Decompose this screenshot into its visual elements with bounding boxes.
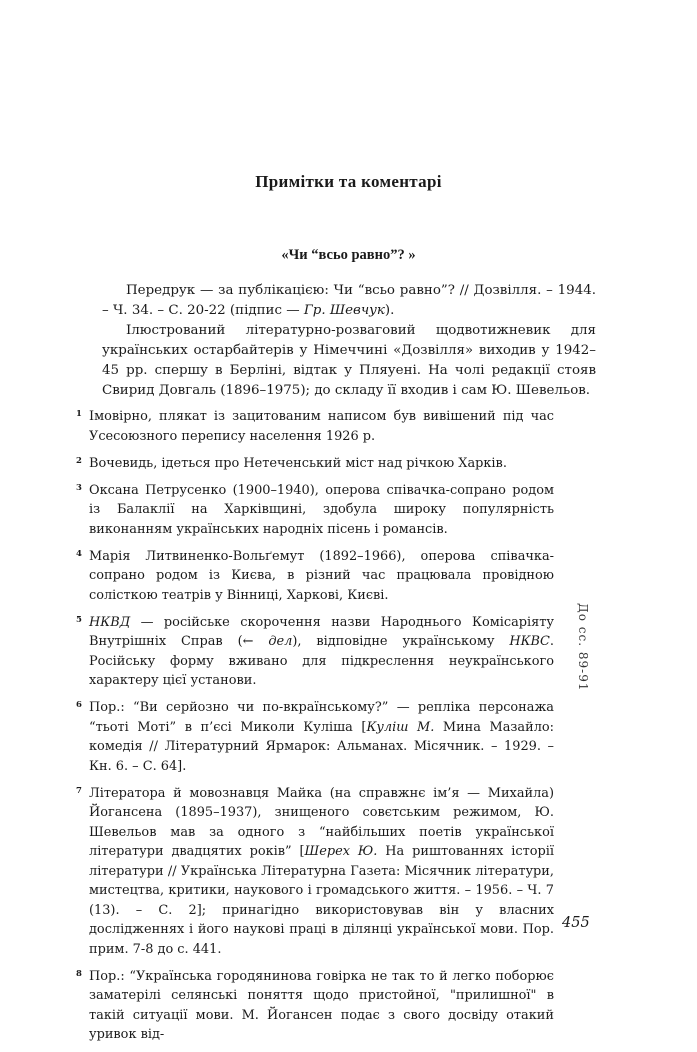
footnote — [76, 784, 554, 960]
footnote-text: Марія Литвиненко-Вольґемут (1892–1966), оперова співачка-сопрано родом із Києва, в різний час працювала провідною солісткою театрів у Вінниці, Харкові, Києві. — [89, 548, 554, 603]
section-title: Примітки та коментарі — [255, 172, 442, 191]
footnote-text: Пор.: “Ви серйозно чи по-вкраїнському?” — репліка персонажа “тьоті Моті” в п’єсі Миколи Куліша [Куліш М. Мина Мазайло: комедія // Літературний Ярмарок: Альманах. Місячник. – 1929. – Кн. 6. – С. 64]. — [89, 700, 555, 774]
footnotes — [76, 407, 554, 1052]
footnote — [76, 967, 554, 1045]
footnote-number: 5 — [76, 614, 82, 625]
footnote-number: 4 — [76, 548, 82, 559]
intro-paragraph: Передрук — за публікацією: Чи “всьо равно”? // Дозвілля. – 1944. – Ч. 34. – С. 20-22 (підпис — Гр. Шевчук). — [102, 283, 596, 318]
footnote-number: 1 — [76, 409, 82, 419]
footnote-number: 8 — [76, 968, 82, 979]
footnote-number: 7 — [76, 785, 82, 796]
side-note: До сс. 89-91 — [576, 603, 590, 692]
footnote — [76, 454, 554, 474]
intro-text — [102, 281, 596, 401]
article-title: «Чи “всьо равно”? » — [281, 247, 416, 263]
italic-run: НКВС — [509, 634, 550, 649]
footnote — [76, 407, 554, 446]
footnote-text: Літератора й мовознавця Майка (на справжнє ім’я — Михайла) Йогансена (1895–1937), знищеного совєтським режимом, Ю. Шевельов мав за одного з “найбільших поетів української літератури двадцятих років” [Шерех Ю. На риштованнях історії літератури // Українська Літературна Газета: Місячник літератури, мистецтва, критики, наукового і громадського життя. – 1956. – Ч. 7 (13). – С. 2]; принагідно використовував він у власних дослідженнях і його наукові праці в ділянці української мови. Пор. прим. 7-8 до с. 441. — [89, 785, 554, 957]
footnote — [76, 481, 554, 540]
italic-run: Куліш М. — [366, 719, 435, 735]
footnote-number: 3 — [76, 482, 82, 493]
italic-run: Гр. Шевчук — [303, 303, 385, 318]
footnote-text: НКВД — російське скорочення назви Народнього Комісаріяту Внутрішніх Справ (← дел), відповідне українському НКВС. Російську форму вживано для підкреслення неукраїнського характеру цієї установи. — [89, 614, 554, 688]
page-number: 455 — [562, 915, 590, 931]
footnote-text: Оксана Петрусенко (1900–1940), оперова співачка-сопрано родом із Балаклії на Харківщині, здобула широку популярність виконанням українських народніх пісень і романсів. — [89, 482, 554, 537]
footnote — [76, 613, 554, 691]
italic-run: Шерех Ю. — [304, 844, 378, 859]
footnote — [76, 547, 554, 606]
italic-run: ← дел — [242, 634, 293, 649]
italic-run: НКВД — [89, 614, 131, 630]
footnote-number: 2 — [76, 455, 82, 466]
footnote-text: Імовірно, плякат із зацитованим написом був вивішений під час Усесоюзного перепису населення 1926 р. — [89, 409, 554, 444]
footnote — [76, 698, 554, 776]
footnote-text: Вочевидь, ідеться про Нетеченський міст над річкою Харків. — [89, 455, 507, 471]
footnote-number: 6 — [76, 700, 82, 710]
footnote-text: Пор.: “Українська городянинова говірка не так то й легко поборює заматерілі селянські поняття щодо пристойної, "прилишної" в такій ситуації мови. М. Йогансен подає з свого досвіду отакий уривок від- — [89, 968, 554, 1042]
intro-paragraph: Ілюстрований літературно-розваговий щодвотижневик для українських остарбайтерів у Німеччині «Дозвілля» виходив у 1942–45 рр. спершу в Берліні, відтак у Пляуені. На чолі редакції стояв Свирид Довгаль (1896–1975); до складу її входив і сам Ю. Шевельов. — [102, 323, 596, 398]
